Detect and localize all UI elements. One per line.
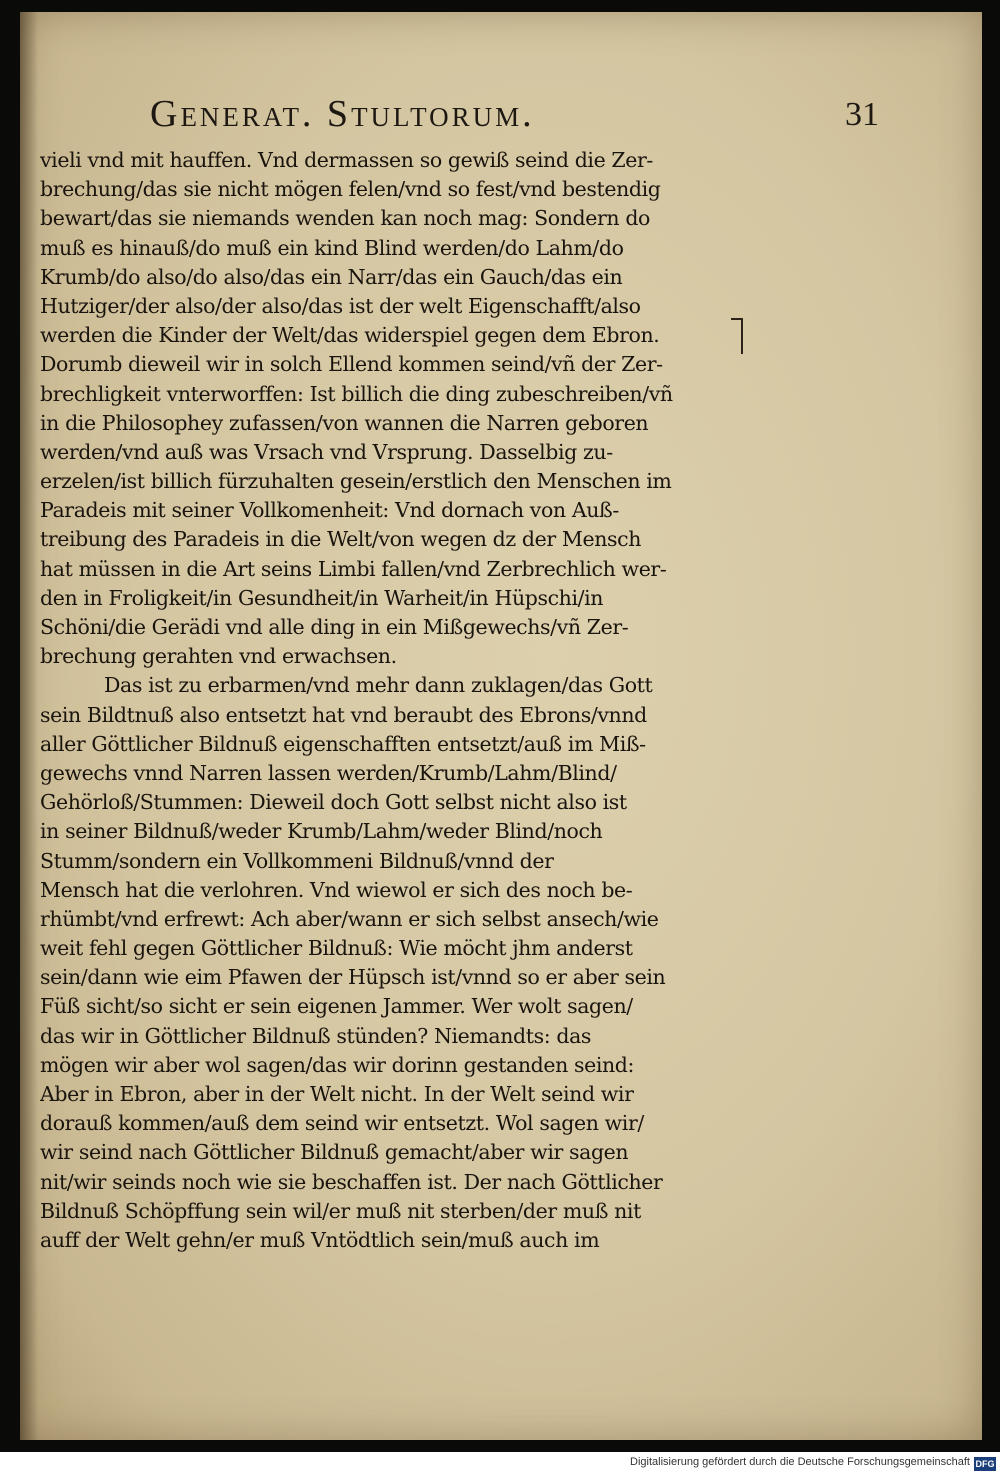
funding-credit: Digitalisierung gefördert durch die Deutsche Forschungsgemeinschaft bbox=[630, 1456, 970, 1468]
text-line: rhümbt/vnd erfrewt: Ach aber/wann er sich selbst ansech/wie bbox=[40, 906, 659, 931]
text-line: Bildnuß Schöpffung sein wil/er muß nit sterben/der muß nit bbox=[40, 1198, 641, 1223]
text-line: werden/vnd auß was Vrsach vnd Vrsprung. Dasselbig zu- bbox=[40, 439, 613, 464]
text-line: mögen wir aber wol sagen/das wir dorinn gestanden seind: bbox=[40, 1052, 635, 1077]
text-line: bewart/das sie niemands wenden kan noch mag: Sondern do bbox=[40, 206, 650, 231]
text-line: weit fehl gegen Göttlicher Bildnuß: Wie möcht jhm anderst bbox=[40, 936, 633, 961]
margin-bracket-mark bbox=[731, 318, 743, 354]
text-line: gewechs vnnd Narren lassen werden/Krumb/Lahm/Blind/ bbox=[40, 760, 617, 785]
text-line: Mensch hat die verlohren. Vnd wiewol er sich des noch be- bbox=[40, 877, 633, 902]
body-text bbox=[40, 146, 730, 1255]
text-line: hat müssen in die Art seins Limbi fallen/vnd Zerbrechlich wer- bbox=[40, 556, 667, 581]
text-line: brechung gerahten vnd erwachsen. bbox=[40, 644, 397, 669]
text-line: Gehörloß/Stummen: Dieweil doch Gott selbst nicht also ist bbox=[40, 790, 627, 815]
text-line: Paradeis mit seiner Vollkomenheit: Vnd dornach von Auß- bbox=[40, 498, 619, 523]
text-line: Schöni/die Gerädi vnd alle ding in ein Mißgewechs/vñ Zer- bbox=[40, 615, 629, 639]
text-line: werden die Kinder der Welt/das widerspiel gegen dem Ebron. bbox=[40, 323, 660, 348]
footer-bar bbox=[0, 1452, 1000, 1477]
text-line: wir seind nach Göttlicher Bildnuß gemacht/aber wir sagen bbox=[40, 1140, 629, 1165]
text-line-paragraph-start: Das ist zu erbarmen/vnd mehr dann zuklagen/das Gott bbox=[104, 673, 653, 698]
text-line: auff der Welt gehn/er muß Vntödtlich sein/muß auch im bbox=[40, 1227, 600, 1252]
text-line: muß es hinauß/do muß ein kind Blind werden/do Lahm/do bbox=[40, 235, 624, 260]
text-line: den in Froligkeit/in Gesundheit/in Warheit/in Hüpschi/in bbox=[40, 585, 604, 610]
dfg-logo-icon: DFG bbox=[975, 1459, 995, 1469]
text-line: Füß sicht/so sicht er sein eigenen Jammer. Wer wolt sagen/ bbox=[40, 994, 633, 1019]
text-line: Stumm/sondern ein Vollkommeni Bildnuß/vnnd der bbox=[40, 848, 554, 873]
text-line: brechung/das sie nicht mögen felen/vnd so fest/vnd bestendig bbox=[40, 177, 661, 202]
text-line: nit/wir seinds noch wie sie beschaffen ist. Der nach Göttlicher bbox=[40, 1169, 663, 1194]
text-line: Hutziger/der also/der also/das ist der welt Eigenschafft/also bbox=[40, 293, 641, 318]
text-line: in die Philosophey zufassen/von wannen die Narren geboren bbox=[40, 410, 649, 435]
text-line: in seiner Bildnuß/weder Krumb/Lahm/weder Blind/noch bbox=[40, 819, 603, 844]
text-line: Dorumb dieweil wir in solch Ellend kommen seind/vñ der Zer- bbox=[40, 352, 663, 377]
running-head: Generat. Stultorum. bbox=[150, 93, 535, 135]
text-line: vieli vnd mit hauffen. Vnd dermassen so gewiß seind die Zer- bbox=[40, 148, 653, 172]
text-line: das wir in Göttlicher Bildnuß stünden? Niemandts: das bbox=[40, 1023, 592, 1048]
page-number: 31 bbox=[845, 96, 879, 133]
page-gutter-shadow bbox=[20, 12, 38, 1440]
text-line: aller Göttlicher Bildnuß eigenschafften entsetzt/auß im Miß- bbox=[40, 731, 646, 756]
text-line: sein/dann wie eim Pfawen der Hüpsch ist/vnnd so er aber sein bbox=[40, 965, 666, 990]
text-line: brechligkeit vnterworffen: Ist billich die ding zubeschreiben/vñ bbox=[40, 381, 673, 406]
text-line: erzelen/ist billich fürzuhalten gesein/erstlich den Menschen im bbox=[40, 469, 672, 494]
text-line: Aber in Ebron, aber in der Welt nicht. In der Welt seind wir bbox=[40, 1082, 634, 1106]
text-line: Krumb/do also/do also/das ein Narr/das ein Gauch/das ein bbox=[40, 264, 623, 289]
text-line: treibung des Paradeis in die Welt/von wegen dz der Mensch bbox=[40, 527, 642, 552]
text-line: dorauß kommen/auß dem seind wir entsetzt. Wol sagen wir/ bbox=[40, 1111, 644, 1136]
text-line: sein Bildtnuß also entsetzt hat vnd beraubt des Ebrons/vnnd bbox=[40, 702, 647, 727]
